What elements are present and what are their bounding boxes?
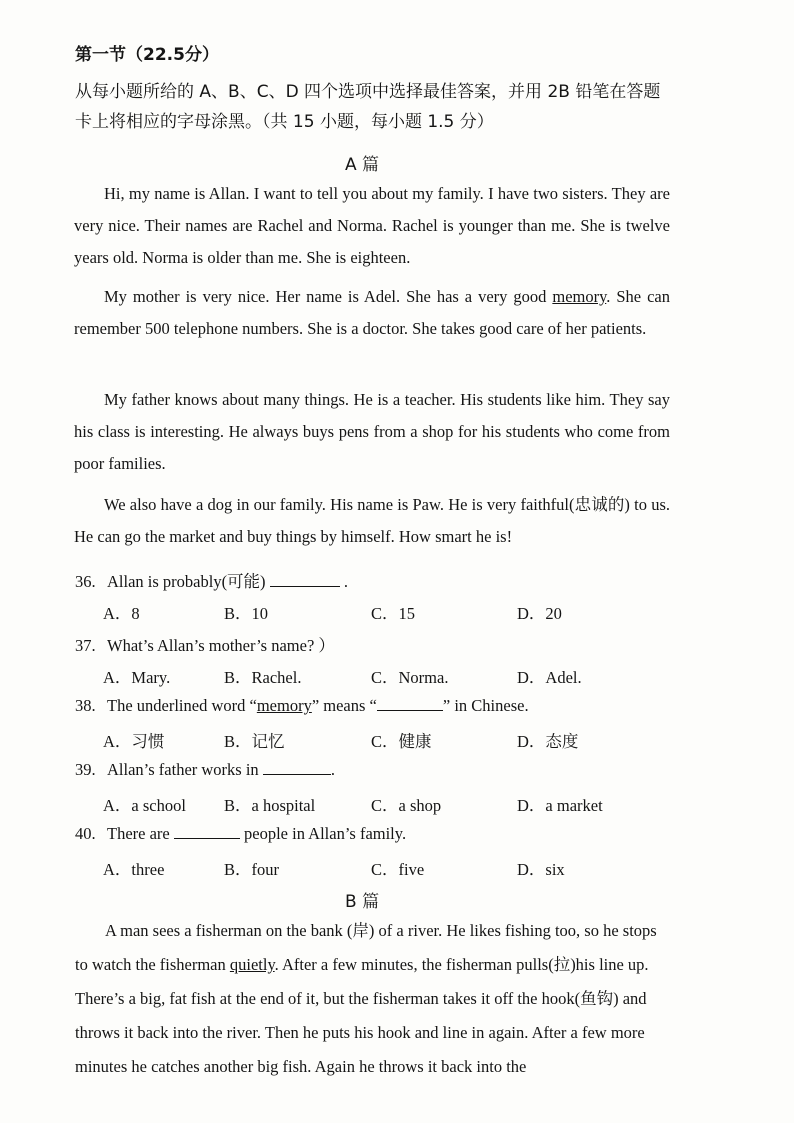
question-number: 40. <box>75 824 96 843</box>
option-a[interactable]: A．8 <box>103 604 140 623</box>
question-40 <box>75 824 406 844</box>
question-text: What’s Allan’s mother’s name? ） <box>107 636 335 655</box>
question-text: Allan is probably(可能) <box>107 572 270 591</box>
passage-b-text-before: A man sees a fisherman on the bank (岸) of a river. He likes fishing too, so he stops to watch the fisherman <box>75 921 657 974</box>
question-text-end: . <box>330 760 335 779</box>
question-number: 37. <box>75 636 96 655</box>
passage-a-paragraph-3: My father knows about many things. He is a teacher. His students like him. They say his class is interesting. He always buys pens from a shop for his students who come from poor families. <box>74 390 670 473</box>
p2-text-after: . She can remember 500 telephone numbers. She is a doctor. She takes good care of her patients. <box>74 287 670 338</box>
option-d[interactable]: D．a market <box>517 796 603 815</box>
option-c[interactable]: C．15 <box>371 604 416 623</box>
option-d[interactable]: D．six <box>517 860 565 879</box>
underlined-word-memory: memory <box>256 696 312 715</box>
question-text: There are <box>107 824 174 843</box>
question-36 <box>75 568 348 592</box>
option-b[interactable]: B．10 <box>224 604 269 623</box>
underlined-word-memory: memory <box>552 287 607 306</box>
passage-b-heading: B 篇 <box>345 892 380 912</box>
answer-blank <box>377 698 443 711</box>
option-b[interactable]: B．a hospital <box>224 796 316 815</box>
answer-blank <box>270 574 340 587</box>
section-title: 第一节（22.5分） <box>75 45 219 65</box>
option-d[interactable]: D．态度 <box>517 732 579 751</box>
option-d[interactable]: D．Adel. <box>517 668 582 687</box>
option-b[interactable]: B．four <box>224 860 279 879</box>
option-c[interactable]: C．Norma. <box>371 668 449 687</box>
question-37 <box>75 632 335 656</box>
passage-a-paragraph-4: We also have a dog in our family. His name is Paw. He is very faithful(忠诚的) to us. He can go the market and buy things by himself. How smart he is! <box>74 495 670 546</box>
question-39 <box>75 760 335 780</box>
option-b[interactable]: B．记忆 <box>224 732 285 751</box>
question-text-end: . <box>339 572 348 591</box>
instruction-line-1: 从每小题所给的 A、B、C、D 四个选项中选择最佳答案，并用 2B 铅笔在答题 <box>75 82 661 102</box>
question-number: 39. <box>75 760 96 779</box>
instruction-line-2: 卡上将相应的字母涂黑。（共 15 小题，每小题 1.5 分） <box>75 112 494 132</box>
passage-a-paragraph-2 <box>74 281 670 345</box>
option-c[interactable]: C．健康 <box>371 732 432 751</box>
passage-b-paragraph <box>75 914 665 1084</box>
question-number: 36. <box>75 572 96 591</box>
option-a[interactable]: A．习惯 <box>103 732 165 751</box>
question-number: 38. <box>75 696 96 715</box>
question-text: Allan’s father works in <box>107 760 263 779</box>
p2-text-before: My mother is very nice. Her name is Adel. She has a very good <box>104 287 553 306</box>
option-c[interactable]: C．five <box>371 860 425 879</box>
option-a[interactable]: A．three <box>103 860 165 879</box>
underlined-word-quietly: quietly <box>229 955 275 974</box>
passage-b-text-after: . After a few minutes, the fisherman pulls(拉)his line up. There’s a big, fat fish at the end of it, but the fisherman takes it off the hook(鱼钩) and throws it back into the river. Then he puts his hook and line in again. After a few more minutes he catches another big fish. Again he throws it back into the <box>75 955 649 1076</box>
answer-blank <box>263 762 331 775</box>
option-a[interactable]: A．a school <box>103 796 186 815</box>
question-38 <box>75 696 529 716</box>
passage-a-heading: A 篇 <box>345 155 380 175</box>
option-a[interactable]: A．Mary. <box>103 668 171 687</box>
question-text: The underlined word “ <box>107 696 257 715</box>
answer-blank <box>174 826 240 839</box>
option-b[interactable]: B．Rachel. <box>224 668 302 687</box>
option-d[interactable]: D．20 <box>517 604 562 623</box>
question-text-end: ” in Chinese. <box>442 696 529 715</box>
question-text-end: people in Allan’s family. <box>239 824 407 843</box>
passage-a-paragraph-1: Hi, my name is Allan. I want to tell you about my family. I have two sisters. They are very nice. Their names are Rachel and Norma. Rachel is younger than me. She is twelve years old. Norma is older than me. She is eighteen. <box>74 184 670 267</box>
option-c[interactable]: C．a shop <box>371 796 442 815</box>
question-text-mid: ” means “ <box>311 696 377 715</box>
